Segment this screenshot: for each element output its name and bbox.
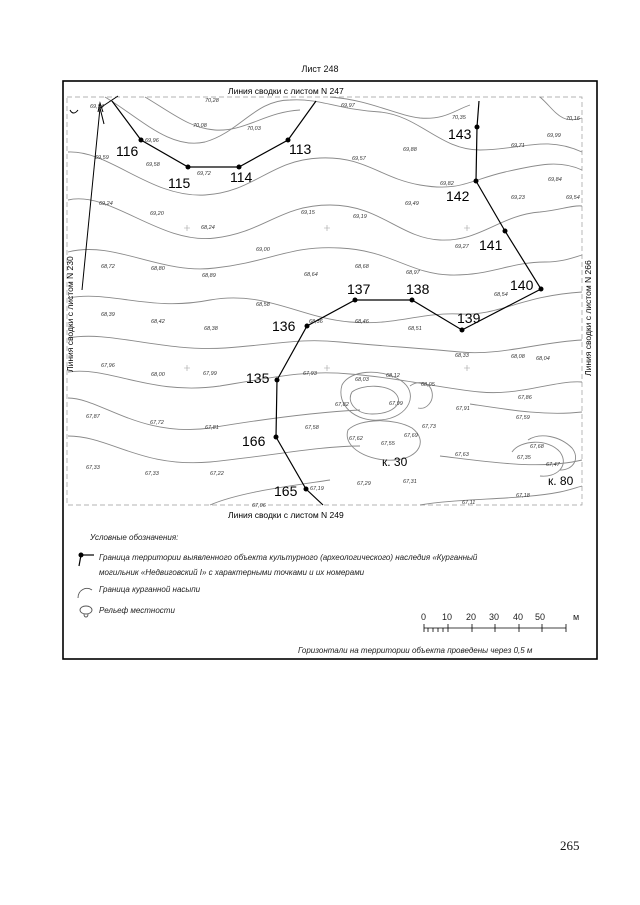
- legend-title: Условные обозначения:: [90, 533, 179, 542]
- boundary-point-116: [139, 138, 144, 143]
- elevation-label: 68,97: [406, 270, 420, 276]
- elevation-label: 69,57: [352, 156, 366, 162]
- scale-tick: 0: [421, 612, 427, 622]
- elevation-label: 67,47: [546, 462, 560, 468]
- elevation-label: 67,19: [310, 486, 324, 492]
- elevation-label: 69,94: [90, 104, 104, 110]
- sheet-title: Лист 248: [301, 64, 339, 74]
- elevation-label: 67,81: [205, 425, 219, 431]
- contour-line: [420, 486, 582, 505]
- boundary-point-139: [460, 328, 465, 333]
- point-label: 138: [406, 281, 430, 297]
- point-label: 135: [246, 370, 270, 386]
- point-label: 140: [510, 277, 534, 293]
- elevation-label: 67,18: [516, 493, 530, 499]
- point-label: 165: [274, 483, 298, 499]
- mound-boundary-icon: [78, 588, 92, 598]
- point-label: 139: [457, 310, 481, 326]
- point-label: 137: [347, 281, 371, 297]
- elevation-label: 69,19: [353, 214, 367, 220]
- scale-unit: м: [573, 612, 580, 622]
- elevation-label: 67,96: [101, 363, 115, 369]
- elevation-label: 68,36: [309, 319, 323, 325]
- elevation-label: 69,71: [511, 143, 525, 149]
- edge-label-left: Линия сводки с листом N 230: [65, 256, 75, 372]
- elevation-label: 68,80: [151, 266, 165, 272]
- elevation-label: 70,03: [247, 126, 261, 132]
- elevation-label: 69,99: [547, 133, 561, 139]
- elevation-label: 69,82: [440, 181, 454, 187]
- elevation-label: 67,06: [252, 503, 266, 509]
- elevation-label: 69,27: [455, 244, 469, 250]
- elevation-label: 68,68: [355, 264, 369, 270]
- edge-label-top: Линия сводки с листом N 247: [228, 86, 344, 96]
- elevation-label: 69,97: [341, 103, 355, 109]
- boundary-point-115: [186, 165, 191, 170]
- elevation-label: 70,16: [566, 116, 580, 122]
- scale-tick: 30: [489, 612, 500, 622]
- elevation-label: 69,96: [145, 138, 159, 144]
- elevation-label: 68,39: [101, 312, 115, 318]
- elevation-label: 67,33: [145, 471, 159, 477]
- elevation-label: 70,08: [193, 123, 207, 129]
- point-label: 143: [448, 126, 472, 142]
- elevation-label: 69,00: [256, 247, 270, 253]
- scale-tick: 40: [513, 612, 524, 622]
- elevation-label: 67,59: [516, 415, 530, 421]
- contour-line: [210, 480, 330, 505]
- elevation-label: 68,58: [256, 302, 270, 308]
- elevation-label: 68,38: [204, 326, 218, 332]
- scale-tick: 10: [442, 612, 453, 622]
- elevation-label: 67,31: [403, 479, 417, 485]
- elevation-label: 68,04: [536, 356, 550, 362]
- boundary-point-141: [503, 229, 508, 234]
- boundary-point-137: [353, 298, 358, 303]
- scale-bar: [424, 624, 566, 632]
- elevation-label: 68,89: [202, 273, 216, 279]
- elevation-label: 68,54: [494, 292, 508, 298]
- elevation-label: 68,24: [201, 225, 215, 231]
- scale-tick: 50: [535, 612, 546, 622]
- elevation-label: 69,88: [403, 147, 417, 153]
- contour-line: [68, 152, 582, 195]
- edge-label-right: Линия сводки с листом N 266: [583, 260, 593, 376]
- elevation-label: 69,15: [301, 210, 315, 216]
- boundary-point-165: [304, 487, 309, 492]
- point-label: 141: [479, 237, 503, 253]
- elevation-label: 68,08: [511, 354, 525, 360]
- elevation-label: 69,84: [548, 177, 562, 183]
- elevation-label: 67,22: [210, 471, 224, 477]
- point-label: 142: [446, 188, 470, 204]
- elevation-label: 68,51: [408, 326, 422, 332]
- elevation-label: 68,05: [421, 382, 435, 388]
- elevation-label: 68,12: [386, 373, 400, 379]
- elevation-label: 67,91: [456, 406, 470, 412]
- elevation-label: 68,46: [355, 319, 369, 325]
- elevation-label: 67,33: [86, 465, 100, 471]
- contour-line: [68, 336, 582, 352]
- page-number: 265: [560, 838, 580, 853]
- legend-item-boundary-line1: Граница территории выявленного объекта культурного (археологического) наследия «Курганный: [99, 553, 478, 562]
- boundary-point-140: [539, 287, 544, 292]
- elevation-label: 67,73: [422, 424, 436, 430]
- contour-line: [68, 436, 360, 463]
- boundary-point-166: [274, 435, 279, 440]
- point-label: 136: [272, 318, 296, 334]
- point-label: 115: [168, 175, 191, 191]
- elevation-label: 69,20: [150, 211, 164, 217]
- elevation-label: 69,49: [405, 201, 419, 207]
- elevation-label: 67,55: [381, 441, 395, 447]
- legend: [78, 533, 579, 655]
- point-label: 116: [116, 143, 139, 159]
- elevation-label: 69,23: [511, 195, 525, 201]
- elevation-label: 70,35: [452, 115, 466, 121]
- point-label: 114: [230, 169, 253, 185]
- scale-tick: 20: [466, 612, 477, 622]
- elevation-label: 67,11: [462, 500, 476, 506]
- legend-item-relief: Рельеф местности: [99, 606, 175, 615]
- elevation-label: 69,54: [566, 195, 580, 201]
- site-boundary: [112, 101, 316, 167]
- edge-label-bottom: Линия сводки с листом N 249: [228, 510, 344, 520]
- contour-line: [470, 404, 582, 413]
- boundary-point-143: [475, 125, 480, 130]
- elevation-label: 67,82: [335, 402, 349, 408]
- boundary-marker-icon: [79, 553, 94, 566]
- point-label: 113: [289, 141, 312, 157]
- elevation-label: 67,69: [404, 433, 418, 439]
- point-label: 166: [242, 433, 266, 449]
- elevation-label: 70,28: [205, 98, 219, 104]
- elevation-label: 67,99: [203, 371, 217, 377]
- elevation-label: 69,58: [146, 162, 160, 168]
- elevation-label: 67,68: [530, 444, 544, 450]
- elevation-label: 67,72: [150, 420, 164, 426]
- elevation-label: 67,93: [303, 371, 317, 377]
- contour-lines: [68, 97, 582, 505]
- elevation-label: 67,63: [455, 452, 469, 458]
- elevation-label: 67,62: [349, 436, 363, 442]
- mound-label: к. 30: [382, 455, 408, 469]
- elevation-label: 67,29: [357, 481, 371, 487]
- elevation-label: 67,99: [389, 401, 403, 407]
- boundary-point-138: [410, 298, 415, 303]
- contour-line: [68, 199, 582, 240]
- legend-item-mound: Граница курганной насыпи: [99, 585, 201, 594]
- legend-item-boundary-line2: могильник «Недвиговский I» с характерными точками и их номерами: [99, 568, 365, 577]
- elevation-label: 69,59: [95, 155, 109, 161]
- elevation-label: 68,00: [151, 372, 165, 378]
- site-boundary: [276, 101, 541, 505]
- elevation-label: 69,24: [99, 201, 113, 207]
- mound-label: к. 80: [548, 474, 574, 488]
- contour-line: [341, 372, 411, 420]
- north-arrow-icon: [70, 96, 118, 290]
- elevation-label: 68,42: [151, 319, 165, 325]
- elevation-label: 67,86: [518, 395, 532, 401]
- contour-line: [68, 371, 582, 392]
- elevation-label: 68,72: [101, 264, 115, 270]
- elevation-label: 68,33: [455, 353, 469, 359]
- boundary-point-135: [275, 378, 280, 383]
- elevation-label: 68,64: [304, 272, 318, 278]
- contour-line: [68, 248, 582, 275]
- elevation-label: 67,87: [86, 414, 100, 420]
- elevation-label: 67,58: [305, 425, 319, 431]
- elevation-label: 69,72: [197, 171, 211, 177]
- elevation-label: 67,35: [517, 455, 531, 461]
- elevation-label: 68,03: [355, 377, 369, 383]
- contour-interval-note: Горизонтали на территории объекта проведены через 0,5 м: [298, 646, 533, 655]
- relief-icon: [80, 606, 92, 617]
- boundary-point-142: [474, 179, 479, 184]
